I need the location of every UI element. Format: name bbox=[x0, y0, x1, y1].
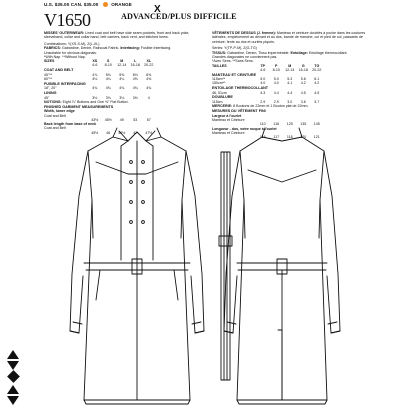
table-cell: 5.6 bbox=[300, 77, 306, 82]
length-label-en: Back length from base of neck bbox=[44, 122, 97, 127]
description-title-fr: VÊTEMENTS DE DESSUS (J. femme): bbox=[212, 31, 276, 35]
width-label-en: Width, lower edge bbox=[44, 109, 75, 114]
table-cell: 3.0 bbox=[287, 99, 293, 104]
table-cell: 4⅞ bbox=[92, 72, 98, 77]
table-cell: 3⅛ bbox=[119, 95, 125, 100]
table-cell: 47 bbox=[133, 130, 138, 135]
width-label-fr: Largeur à l'ourlet bbox=[212, 113, 242, 118]
sizes-label-en: SIZES bbox=[44, 59, 55, 64]
length-sub-fr: Manteau et Ceinture bbox=[212, 130, 245, 135]
table-cell: 6⅝ bbox=[146, 72, 152, 77]
combinations-fr: Séries: Y(TP-P-M), Z(G-TG) bbox=[212, 46, 257, 51]
description-body-fr: Manteau et ceinture doublés à poche dans les coutures latérales, empiècement au devant et au dos, bande de manche, col et pied de col, passants de ceinture, fente au dos et ourlets piqués. bbox=[212, 31, 366, 44]
interfacing-body-fr: Entoilage thermocollant. bbox=[307, 50, 348, 55]
length-sub-en: Coat and Belt bbox=[44, 126, 66, 131]
table-cell: 3.6 bbox=[300, 99, 306, 104]
nap-note-fr: *Avec Sens. **Sans Sens. bbox=[212, 59, 254, 64]
table-cell: 4.2 bbox=[300, 81, 306, 86]
table-cell: 117 bbox=[273, 135, 280, 140]
row-label: 18", 20" bbox=[44, 86, 57, 91]
description-body-en: Lined coat and belt have side seam pockets, front and back yoke, sleeveband, collar and collar band, belt carriers, back vent, and stitched hems. bbox=[44, 31, 190, 40]
table-cell: 118 bbox=[286, 135, 293, 140]
table-cell: 116 bbox=[273, 122, 280, 127]
table-cell: 49 bbox=[119, 117, 124, 122]
size-range-cell: 16-18 bbox=[298, 67, 308, 72]
table-cell: 4¼ bbox=[105, 76, 111, 81]
color-label: ORANGE bbox=[111, 2, 132, 8]
notions-label-fr: MERCERIE: bbox=[212, 104, 233, 109]
table-cell: 46½ bbox=[118, 130, 126, 135]
table-cell: 45½ bbox=[91, 130, 99, 135]
size-cell: S bbox=[107, 59, 110, 64]
table-cell: 4.3 bbox=[260, 90, 266, 95]
table-cell: 43½ bbox=[91, 117, 99, 122]
table-cell: 5⅛ bbox=[105, 72, 111, 77]
style-number: V1650 bbox=[44, 10, 91, 30]
table-cell: 4.1 bbox=[287, 81, 293, 86]
fabrics-body-fr: Gabardine, Denim, Tissu imperméable. bbox=[226, 50, 291, 55]
table-cell: 4.5 bbox=[314, 90, 320, 95]
row-label: 45" bbox=[44, 95, 50, 100]
table-cell: 4⅝ bbox=[132, 76, 138, 81]
row-label: 45"** bbox=[44, 72, 53, 77]
table-cell: 4⅛ bbox=[92, 76, 98, 81]
size-cell: P bbox=[275, 63, 278, 68]
table-cell: 4¾ bbox=[119, 86, 125, 91]
size-range-cell: 8-10 bbox=[104, 63, 112, 68]
size-range-cell: 20-22 bbox=[312, 67, 322, 72]
coat-front-drawing bbox=[70, 128, 204, 404]
table-cell: 5⅜ bbox=[119, 72, 125, 77]
table-cell: 145 bbox=[313, 122, 320, 127]
table-cell: 46 bbox=[106, 130, 111, 135]
table-cell: 6⅛ bbox=[132, 72, 138, 77]
fusible-title-fr: ENTOILAGE THERMOCOLLANT bbox=[212, 86, 269, 91]
lining-title-en: LINING bbox=[44, 90, 57, 95]
table-cell: 3.7 bbox=[314, 99, 320, 104]
row-label: 150cm** bbox=[212, 81, 226, 86]
table-cell: 4¾ bbox=[92, 86, 98, 91]
combinations-en: Combinations: Y(XS-S-M), Z(L-XL) bbox=[44, 41, 100, 46]
notions-label-en: NOTIONS: bbox=[44, 99, 62, 104]
table-cell: 57 bbox=[146, 117, 151, 122]
difficulty-level: ADVANCED/PLUS DIFFICILE bbox=[121, 12, 237, 21]
finished-title-fr: MESURES DU VÊTEMENT FINI bbox=[212, 109, 266, 114]
price-text: U.S. $35.00 CAN. $35.00 bbox=[44, 2, 99, 8]
size-cell: G bbox=[301, 63, 305, 68]
table-cell: 2.9 bbox=[273, 99, 279, 104]
finished-title-en: FINISHED GARMENT MEASUREMENTS bbox=[44, 104, 114, 109]
interfacing-label-fr: Entoilage: bbox=[290, 50, 308, 55]
table-cell: 121 bbox=[313, 135, 320, 140]
length-label-fr: Longueur - dos, votre nuque à l'ourlet bbox=[212, 126, 277, 131]
coat-back-drawing bbox=[224, 128, 340, 404]
row-label: 115cm bbox=[212, 99, 223, 104]
table-cell: 120 bbox=[300, 135, 307, 140]
size-range-cell: 16-18 bbox=[130, 63, 140, 68]
table-cell: 116 bbox=[259, 135, 266, 140]
table-cell: 110 bbox=[259, 122, 266, 127]
size-cell: XL bbox=[146, 59, 152, 64]
table-cell: 45½ bbox=[104, 117, 112, 122]
size-range-cell: 20-22 bbox=[144, 63, 154, 68]
notions-body-en: Eight ⅞" Buttons and One ⅝" Flat Button. bbox=[61, 99, 129, 104]
nap-note-en: *With Nap. **Without Nap. bbox=[44, 54, 86, 59]
size-cell: TG bbox=[314, 63, 320, 68]
table-cell: 4.4 bbox=[287, 90, 293, 95]
unsuitable-en: Unsuitable for obvious diagonals. bbox=[44, 50, 97, 55]
coat-belt-title-en: COAT AND BELT bbox=[44, 68, 74, 73]
size-range-cell: 12-14 bbox=[117, 63, 127, 68]
size-cell: M bbox=[120, 59, 124, 64]
table-cell: 2.9 bbox=[260, 99, 266, 104]
notions-body-fr: 8 Boutons de 22mm et 1 Bouton plat de 22mm. bbox=[232, 104, 309, 109]
fabrics-label-fr: TISSUS: bbox=[212, 50, 227, 55]
table-cell: 4.0 bbox=[260, 81, 266, 86]
belt-drawing bbox=[219, 152, 232, 380]
table-cell: 125 bbox=[286, 122, 293, 127]
table-cell: 4⅝ bbox=[146, 76, 152, 81]
size-range-cell: 8-10 bbox=[272, 67, 280, 72]
fabrics-body-en: Gabardine, Denim, Raincoat Fabric. bbox=[60, 46, 121, 51]
table-cell: 6.1 bbox=[314, 77, 320, 82]
table-cell: 4¼ bbox=[119, 76, 125, 81]
table-cell: 5.3 bbox=[287, 77, 293, 82]
sizes-label-fr: TAILLES bbox=[212, 63, 227, 68]
description-title-en: MISSES' OUTERWEAR: bbox=[44, 31, 85, 35]
table-cell: 3⅛ bbox=[92, 95, 98, 100]
unsuitable-fr: Grandes diagonales ne conviennent pas. bbox=[212, 54, 278, 59]
size-range-cell: 12-14 bbox=[285, 67, 295, 72]
size-cell: L bbox=[134, 59, 137, 64]
x-mark: X bbox=[154, 4, 161, 15]
row-label: 46, 51cm bbox=[212, 90, 227, 95]
fusible-title-en: FUSIBLE INTERFACING bbox=[44, 81, 86, 86]
size-range-cell: 4-6 bbox=[260, 67, 266, 72]
row-label: 60"** bbox=[44, 76, 53, 81]
row-label: 115cm** bbox=[212, 77, 226, 82]
table-cell: 4¾ bbox=[132, 86, 138, 91]
coat-belt-title-fr: MANTEAU ET CEINTURE bbox=[212, 72, 257, 77]
table-cell: 5.0 bbox=[273, 77, 279, 82]
table-cell: 4¾ bbox=[146, 86, 152, 91]
interfacing-label-en: Interfacing: bbox=[120, 46, 140, 51]
lining-title-fr: DOUBLURE bbox=[212, 95, 233, 100]
table-cell: 47½ bbox=[145, 130, 153, 135]
table-cell: 4.0 bbox=[273, 81, 279, 86]
table-cell: 4.4 bbox=[273, 90, 279, 95]
table-cell: 53 bbox=[133, 117, 138, 122]
width-sub-fr: Manteau et Ceinture bbox=[212, 117, 245, 122]
size-cell: XS bbox=[92, 59, 98, 64]
size-cell: TP bbox=[260, 63, 266, 68]
width-sub-en: Coat and Belt bbox=[44, 113, 66, 118]
size-cell: M bbox=[288, 63, 292, 68]
table-cell: 135 bbox=[300, 122, 307, 127]
table-cell: 3⅜ bbox=[132, 95, 138, 100]
table-cell: 3⅛ bbox=[105, 95, 111, 100]
fabrics-label-en: FABRICS: bbox=[44, 46, 61, 51]
table-cell: 4.2 bbox=[314, 81, 320, 86]
table-cell: 4.5 bbox=[300, 90, 306, 95]
table-cell: 4¾ bbox=[105, 86, 111, 91]
table-cell: 5.0 bbox=[260, 77, 266, 82]
interfacing-body-en: Fusible Interfacing. bbox=[139, 46, 172, 51]
table-cell: 4 bbox=[147, 95, 150, 100]
size-range-cell: 4-6 bbox=[92, 63, 98, 68]
